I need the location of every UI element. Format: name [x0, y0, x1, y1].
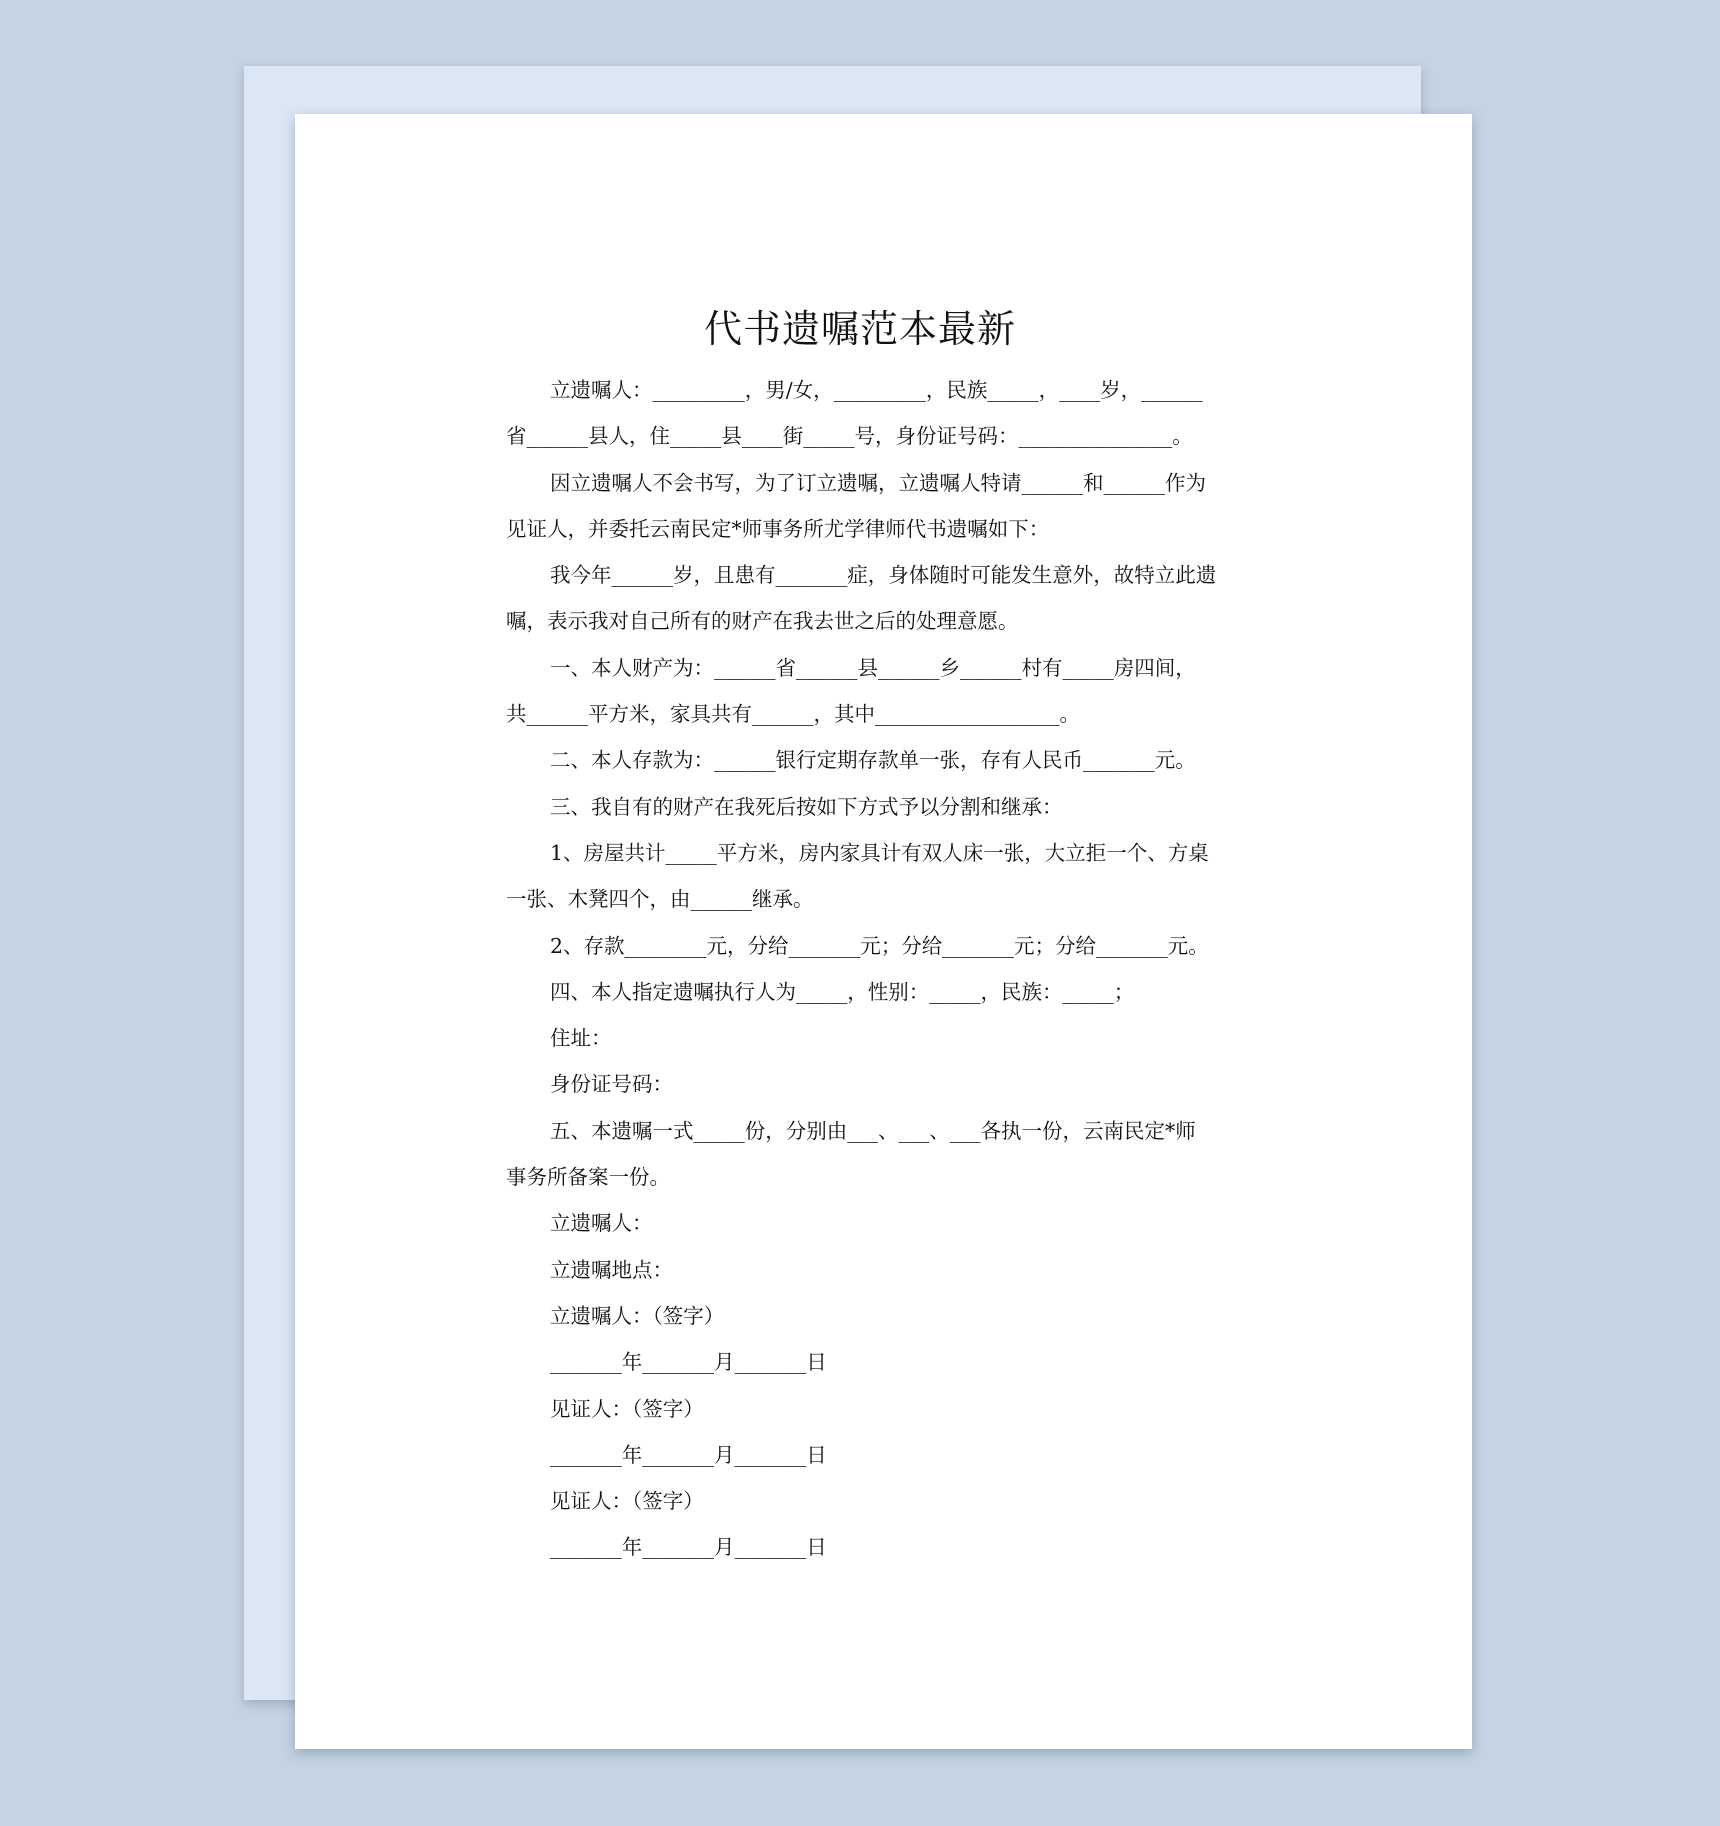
text-line: _______年_______月_______日 [550, 1350, 827, 1375]
text-line: _______年_______月_______日 [550, 1442, 827, 1467]
text-line: 立遗嘱人：_________，男/女，_________，民族_____，____岁，______ [550, 378, 1203, 402]
text-line: 二、本人存款为：______银行定期存款单一张，存有人民币_______元。 [550, 748, 1196, 773]
text-line: 事务所备案一份。 [506, 1165, 670, 1190]
text-line: 见证人：（签字） [550, 1396, 704, 1421]
text-line: 一张、木凳四个，由______继承。 [506, 887, 814, 912]
text-line: 立遗嘱人：（签字） [550, 1303, 725, 1328]
text-line: 我今年______岁，且患有_______症，身体随时可能发生意外，故特立此遗 [550, 563, 1217, 588]
text-line: 一、本人财产为：______省______县______乡______村有_____房四间， [550, 655, 1196, 680]
text-line: 住址： [550, 1026, 612, 1051]
text-line: 2、存款________元，分给_______元；分给_______元；分给_______元。 [550, 933, 1209, 958]
text-line: 五、本遗嘱一式_____份，分别由___、___、___各执一份，云南民定*师 [550, 1118, 1196, 1143]
text-line: 立遗嘱地点： [550, 1257, 673, 1282]
text-line: 共______平方米，家具共有______，其中__________________。 [506, 702, 1080, 727]
text-line: 因立遗嘱人不会书写，为了订立遗嘱，立遗嘱人特请______和______作为 [550, 470, 1206, 495]
text-line: 立遗嘱人： [550, 1211, 653, 1236]
text-line: 见证人，并委托云南民定*师事务所尤学律师代书遗嘱如下： [506, 516, 1050, 541]
text-line: 嘱，表示我对自己所有的财产在我去世之后的处理意愿。 [506, 609, 1019, 634]
text-line: 见证人：（签字） [550, 1489, 704, 1514]
text-line: 省______县人，住_____县____街_____号，身份证号码：_______________。 [506, 424, 1193, 449]
text-line: 身份证号码： [550, 1072, 673, 1097]
text-line: 1、房屋共计_____平方米，房内家具计有双人床一张，大立拒一个、方桌 [550, 840, 1209, 865]
text-line: 三、我自有的财产在我死后按如下方式予以分割和继承： [550, 794, 1063, 819]
text-line: _______年_______月_______日 [550, 1535, 827, 1560]
text-line: 四、本人指定遗嘱执行人为_____，性别：_____，民族：_____； [550, 979, 1135, 1004]
document-body [506, 367, 1266, 1571]
document-title: 代书遗嘱范本最新 [703, 307, 1016, 351]
